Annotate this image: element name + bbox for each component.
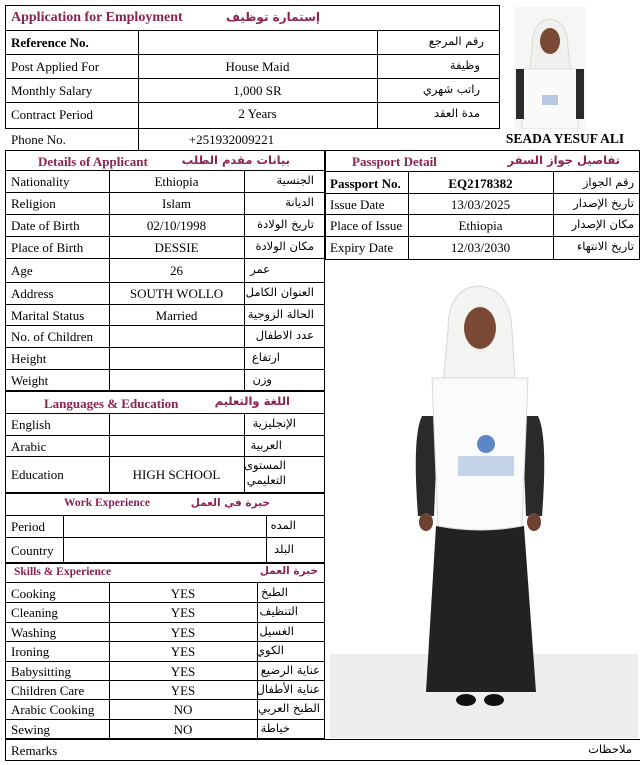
- work-ar-country: البلد: [273, 542, 294, 556]
- details-label-nationality: Nationality: [11, 174, 70, 189]
- details-ar-height: ارتفاع: [251, 350, 280, 364]
- remarks-label: Remarks: [11, 743, 58, 758]
- edu-label: Education: [11, 467, 64, 482]
- skill-value-sewing: NO: [173, 722, 193, 737]
- details-value-religion: Islam: [162, 196, 191, 211]
- passport-ar-expiry: تاريخ الانتهاء: [576, 239, 634, 253]
- reference-ar: رقم المرجع: [428, 34, 484, 48]
- skill-label-arabic-cooking: Arabic Cooking: [11, 702, 95, 717]
- details-ar-pob: مكان الولادة: [255, 239, 314, 253]
- skill-label-ironing: Ironing: [11, 644, 50, 659]
- skill-label-cooking: Cooking: [11, 586, 56, 601]
- details-label-height: Height: [11, 351, 47, 366]
- work-ar-period: المده: [270, 518, 296, 532]
- edu-ar-line2: التعليمي: [246, 473, 286, 487]
- skill-value-ironing: YES: [170, 644, 196, 659]
- edu-ar-line1: المستوى: [243, 458, 286, 472]
- details-label-address: Address: [11, 286, 54, 301]
- details-label-dob: Date of Birth: [11, 218, 80, 233]
- lang-label-english: English: [11, 417, 51, 432]
- skill-ar-washing: الغسيل: [259, 624, 294, 638]
- passport-label-expiry: Expiry Date: [330, 240, 394, 255]
- details-title-ar: بيانات مقدم الطلب: [181, 153, 290, 167]
- details-ar-address: العنوان الكامل: [245, 285, 314, 299]
- skill-value-cleaning: YES: [170, 605, 196, 620]
- passport-label-place: Place of Issue: [330, 218, 403, 233]
- work-title-ar: خبرة في العمل: [190, 497, 270, 509]
- skill-label-washing: Washing: [11, 625, 57, 640]
- skill-ar-arabic-cooking: الطبخ العربي: [257, 701, 320, 715]
- details-ar-weight: وزن: [252, 372, 272, 386]
- skill-ar-cooking: الطبخ: [260, 585, 288, 599]
- details-value-age: 26: [170, 263, 183, 278]
- skill-label-babysitting: Babysitting: [11, 664, 71, 679]
- skill-value-arabic-cooking: NO: [173, 702, 193, 717]
- salary-value: 1,000 SR: [233, 83, 282, 98]
- languages-title-en: Languages & Education: [44, 396, 179, 411]
- details-ar-nationality: الجنسية: [276, 173, 314, 187]
- edu-value: HIGH SCHOOL: [132, 467, 221, 482]
- phone-value: +251932009221: [188, 132, 275, 147]
- work-label-country: Country: [11, 543, 54, 558]
- form-title-ar: إستمارة توظيف: [225, 10, 320, 24]
- details-label-religion: Religion: [11, 196, 56, 211]
- contract-label: Contract Period: [11, 107, 93, 122]
- skill-label-children-care: Children Care: [11, 683, 85, 698]
- skill-value-children-care: YES: [170, 683, 196, 698]
- remarks-ar: ملاحظات: [588, 742, 632, 756]
- work-label-period: Period: [11, 519, 45, 534]
- contract-value: 2 Years: [238, 106, 277, 121]
- languages-title-ar: اللغة والتعليم: [214, 394, 290, 408]
- skill-ar-ironing: الكوي: [256, 643, 284, 657]
- phone-label: Phone No.: [11, 132, 66, 147]
- details-label-children: No. of Children: [11, 329, 93, 344]
- details-value-dob: 02/10/1998: [146, 218, 207, 233]
- reference-label: Reference No.: [11, 35, 89, 50]
- details-label-age: Age: [11, 263, 33, 278]
- post-value: House Maid: [225, 59, 290, 74]
- details-value-address: SOUTH WOLLO: [129, 286, 224, 301]
- details-label-marital: Marital Status: [11, 308, 85, 323]
- details-ar-children: عدد الاطفال: [255, 328, 314, 342]
- skills-title-en: Skills & Experience: [14, 566, 112, 578]
- skill-ar-children-care: عناية الأطفال: [256, 682, 320, 696]
- skill-value-babysitting: YES: [170, 664, 196, 679]
- lang-label-arabic: Arabic: [11, 439, 47, 454]
- skill-value-washing: YES: [170, 625, 196, 640]
- skill-label-sewing: Sewing: [11, 722, 50, 737]
- details-label-pob: Place of Birth: [11, 240, 84, 255]
- skill-value-cooking: YES: [170, 586, 196, 601]
- salary-ar: راتب شهري: [422, 82, 480, 96]
- post-ar: وظيفة: [449, 58, 480, 72]
- lang-ar-arabic: العربية: [250, 438, 282, 452]
- details-value-pob: DESSIE: [154, 240, 199, 255]
- skill-ar-cleaning: التنظيف: [259, 604, 298, 618]
- passport-title-ar: تفاصيل جواز السفر: [507, 153, 620, 167]
- details-value-nationality: Ethiopia: [154, 174, 199, 189]
- skill-label-cleaning: Cleaning: [11, 605, 58, 620]
- details-ar-religion: الديانة: [285, 195, 314, 209]
- applicant-photo-small: [514, 7, 586, 129]
- passport-label-issue: Issue Date: [330, 197, 385, 212]
- passport-ar-place: مكان الإصدار: [571, 217, 634, 231]
- applicant-name: SEADA YESUF ALI: [505, 131, 625, 146]
- details-title-en: Details of Applicant: [38, 154, 148, 169]
- passport-value-number: EQ2178382: [448, 176, 513, 191]
- passport-value-issue: 13/03/2025: [450, 197, 511, 212]
- details-value-marital: Married: [155, 308, 198, 323]
- salary-label: Monthly Salary: [11, 83, 93, 98]
- passport-ar-number: رقم الجواز: [582, 175, 634, 189]
- lang-ar-english: الإنجليزية: [252, 416, 296, 430]
- skills-title-ar: خبرة العمل: [259, 565, 318, 577]
- work-title-en: Work Experience: [64, 497, 150, 509]
- skill-ar-babysitting: عناية الرضيع: [260, 663, 320, 677]
- contract-ar: مدة العقد: [434, 106, 480, 120]
- details-ar-marital: الحالة الزوجية: [247, 307, 314, 321]
- post-label: Post Applied For: [11, 59, 100, 74]
- passport-ar-issue: تاريخ الإصدار: [573, 196, 634, 210]
- passport-label-number: Passport No.: [330, 176, 401, 191]
- details-label-weight: Weight: [11, 373, 49, 388]
- passport-title-en: Passport Detail: [352, 154, 437, 169]
- form-title-en: Application for Employment: [11, 10, 183, 25]
- applicant-photo-full: [330, 266, 638, 738]
- details-ar-age: عمر: [250, 262, 270, 276]
- details-ar-dob: تاريخ الولادة: [257, 217, 314, 231]
- passport-value-expiry: 12/03/2030: [450, 240, 511, 255]
- passport-value-place: Ethiopia: [458, 218, 503, 233]
- skill-ar-sewing: خياطة: [260, 721, 290, 735]
